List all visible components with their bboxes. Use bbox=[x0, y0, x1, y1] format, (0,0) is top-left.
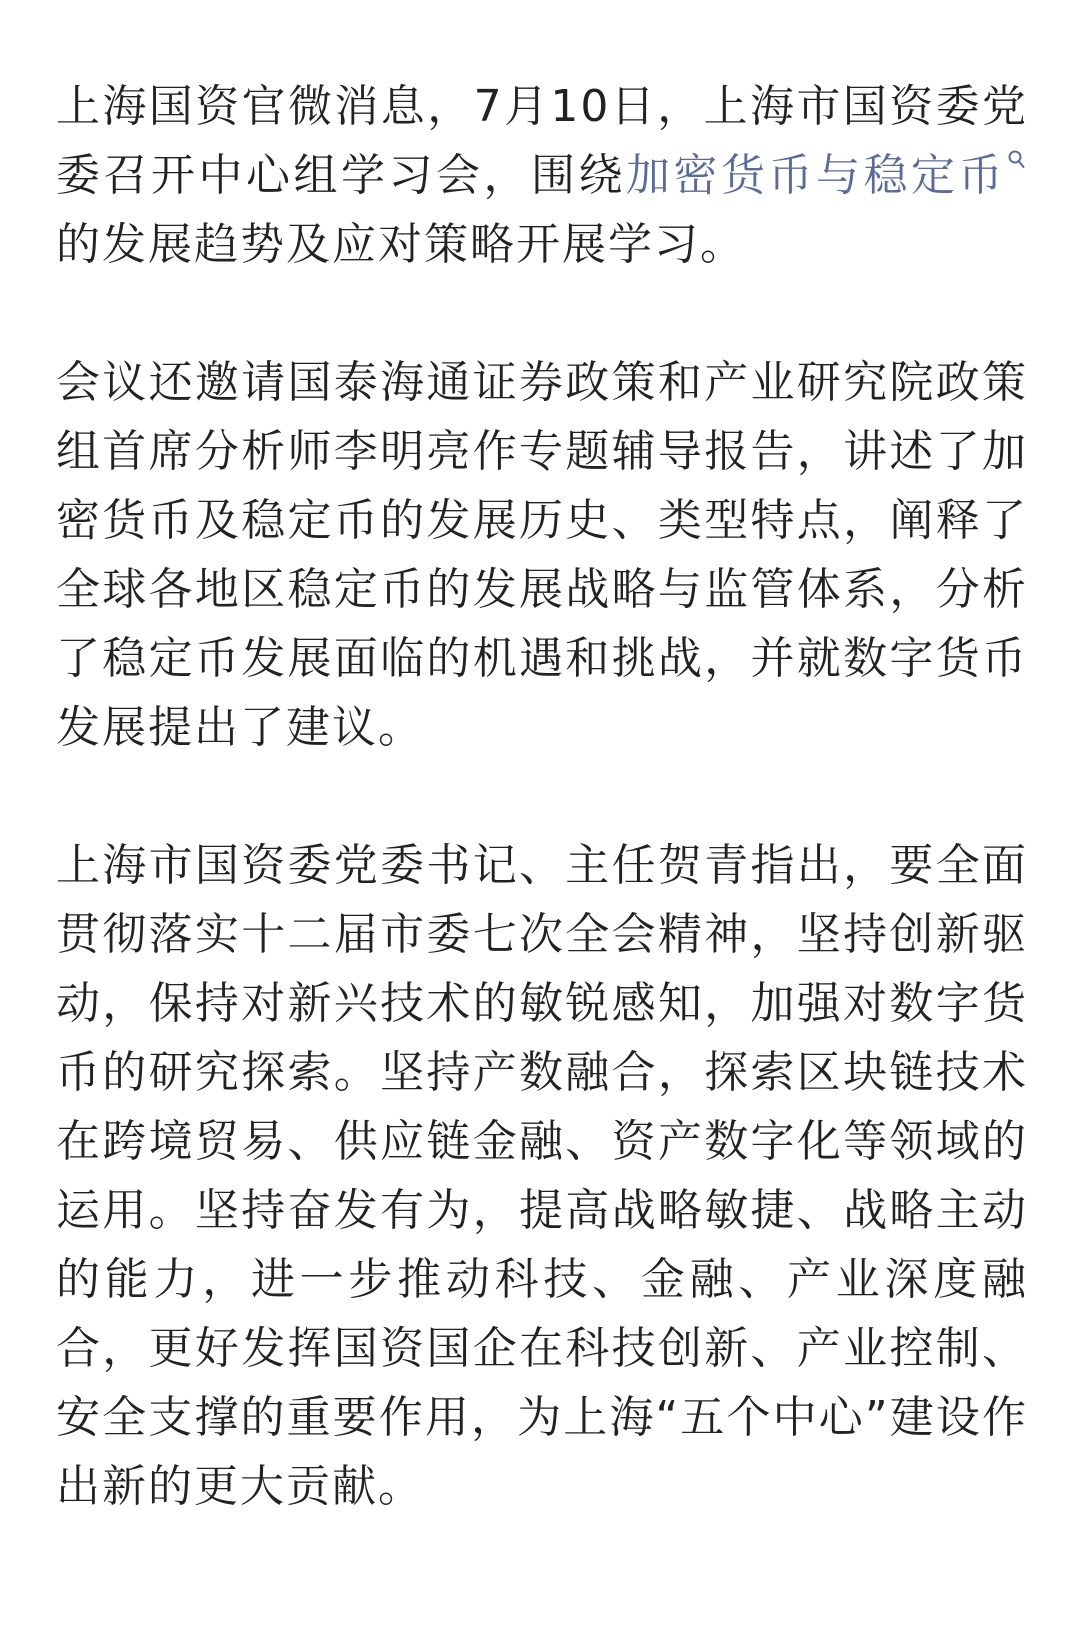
article-body bbox=[56, 72, 1028, 1521]
search-icon bbox=[1006, 141, 1028, 185]
intro-text-after-link: 的发展趋势及应对策略开展学习。 bbox=[56, 219, 746, 270]
paragraph-report: 会议还邀请国泰海通证券政策和产业研究院政策组首席分析师李明亮作专题辅导报告，讲述了加密货币及稳定币的发展历史、类型特点，阐释了全球各地区稳定币的发展战略与监管体系，分析了稳定币发展面临的机遇和挑战，并就数字货币发展提出了建议。 bbox=[56, 357, 1028, 753]
paragraph-remarks: 上海市国资委党委书记、主任贺青指出，要全面贯彻落实十二届市委七次全会精神，坚持创新驱动，保持对新兴技术的敏锐感知，加强对数字货币的研究探索。坚持产数融合，探索区块链技术在跨境贸易、供应链金融、资产数字化等领域的运用。坚持奋发有为，提高战略敏捷、战略主动的能力，进一步推动科技、金融、产业深度融合，更好发挥国资国企在科技创新、产业控制、安全支撑的重要作用，为上海“五个中心”建设作出新的更大贡献。 bbox=[56, 840, 1028, 1512]
keyword-link-crypto-stablecoin[interactable] bbox=[626, 150, 1028, 201]
paragraph-intro bbox=[56, 72, 1028, 279]
intro-text-before-link: 上海国资官微消息，7月10日，上海市国资委党委召开中心组学习会，围绕 bbox=[56, 81, 1028, 201]
keyword-link-label: 加密货币与稳定币 bbox=[626, 150, 1006, 201]
